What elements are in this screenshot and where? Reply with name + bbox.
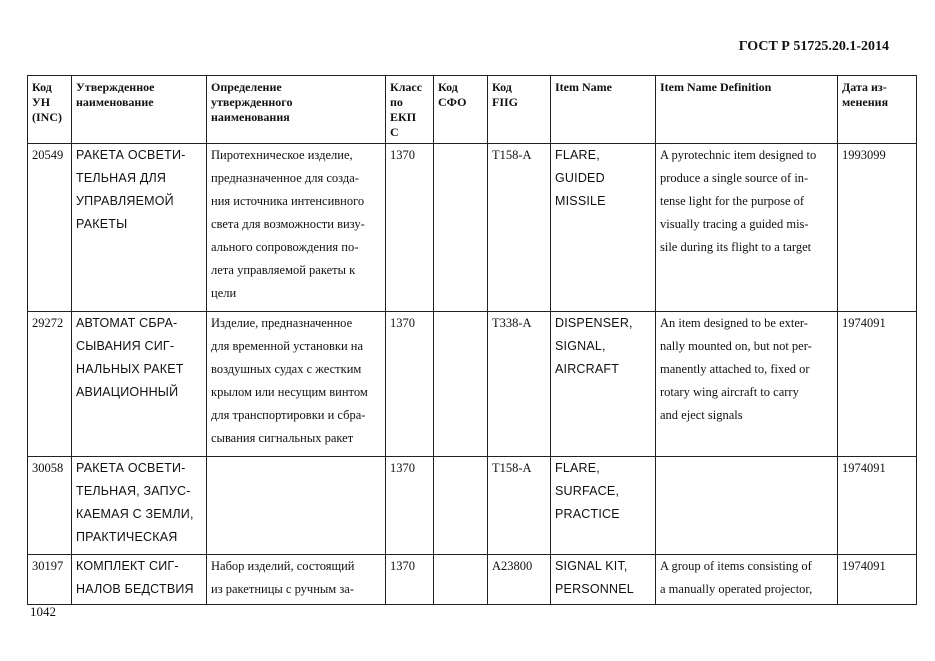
table-row [28,144,917,312]
cell-inc-code: 30058 [28,457,72,555]
cell-item-name-definition [656,457,838,555]
col-header-approved-name: Утвержденное наименование [72,76,207,144]
cell-item-name: FLARE, GUIDED MISSILE [551,144,656,312]
cell-name-definition: Набор изделий, состоящий из ракетницы с ручным за- [207,555,386,605]
cell-change-date: 1974091 [838,555,917,605]
table-row [28,457,917,555]
cell-inc-code: 30197 [28,555,72,605]
document-code-header: ГОСТ Р 51725.20.1-2014 [738,39,889,54]
cell-approved-name: АВТОМАТ СБРА- СЫВАНИЯ СИГ- НАЛЬНЫХ РАКЕТ АВИАЦИОННЫЙ [72,312,207,457]
table-row [28,312,917,457]
col-header-item-name: Item Name [551,76,656,144]
cell-fiig-code: T158-A [488,144,551,312]
cell-change-date: 1974091 [838,312,917,457]
cell-inc-code: 20549 [28,144,72,312]
cell-item-name-definition: An item designed to be exter- nally mounted on, but not per- manently attached to, fixed or rotary wing aircraft to carry and eject signals [656,312,838,457]
cell-approved-name: КОМПЛЕКТ СИГ- НАЛОВ БЕДСТВИЯ [72,555,207,605]
cell-name-definition: Пиротехническое изделие, предназначенное для созда- ния источника интенсивного света для возможности визу- ального сопровождения по- лета управляемой ракеты к цели [207,144,386,312]
cell-change-date: 1993099 [838,144,917,312]
cell-fiig-code: A23800 [488,555,551,605]
col-header-item-name-definition: Item Name Definition [656,76,838,144]
cell-approved-name: РАКЕТА ОСВЕТИ- ТЕЛЬНАЯ, ЗАПУС- КАЕМАЯ С ЗЕМЛИ, ПРАКТИЧЕСКАЯ [72,457,207,555]
cell-name-definition: Изделие, предназначенное для временной установки на воздушных судах с жестким крылом или несущим винтом для транспортировки и сбра- сывания сигнальных ракет [207,312,386,457]
table-header-row [28,76,917,144]
cell-class: 1370 [386,555,434,605]
cell-sfo-code [434,144,488,312]
col-header-sfo-code: Код СФО [434,76,488,144]
col-header-fiig-code: Код FIIG [488,76,551,144]
col-header-name-definition: Определение утвержденного наименования [207,76,386,144]
col-header-class: Класс по ЕКП С [386,76,434,144]
codification-table [27,75,917,605]
cell-item-name: FLARE, SURFACE, PRACTICE [551,457,656,555]
cell-item-name: SIGNAL KIT, PERSONNEL [551,555,656,605]
col-header-change-date: Дата из- менения [838,76,917,144]
cell-approved-name: РАКЕТА ОСВЕТИ- ТЕЛЬНАЯ ДЛЯ УПРАВЛЯЕМОЙ РАКЕТЫ [72,144,207,312]
cell-class: 1370 [386,144,434,312]
cell-fiig-code: T158-A [488,457,551,555]
cell-class: 1370 [386,457,434,555]
table-row [28,555,917,605]
cell-item-name-definition: A group of items consisting of a manually operated projector, [656,555,838,605]
cell-change-date: 1974091 [838,457,917,555]
page-number: 1042 [30,604,56,619]
col-header-inc-code: Код УН (INC) [28,76,72,144]
cell-fiig-code: T338-A [488,312,551,457]
cell-name-definition [207,457,386,555]
cell-sfo-code [434,555,488,605]
cell-item-name-definition: A pyrotechnic item designed to produce a single source of in- tense light for the purpose of visually tracing a guided mis- sile during its flight to a target [656,144,838,312]
cell-class: 1370 [386,312,434,457]
cell-sfo-code [434,312,488,457]
cell-sfo-code [434,457,488,555]
cell-inc-code: 29272 [28,312,72,457]
cell-item-name: DISPENSER, SIGNAL, AIRCRAFT [551,312,656,457]
